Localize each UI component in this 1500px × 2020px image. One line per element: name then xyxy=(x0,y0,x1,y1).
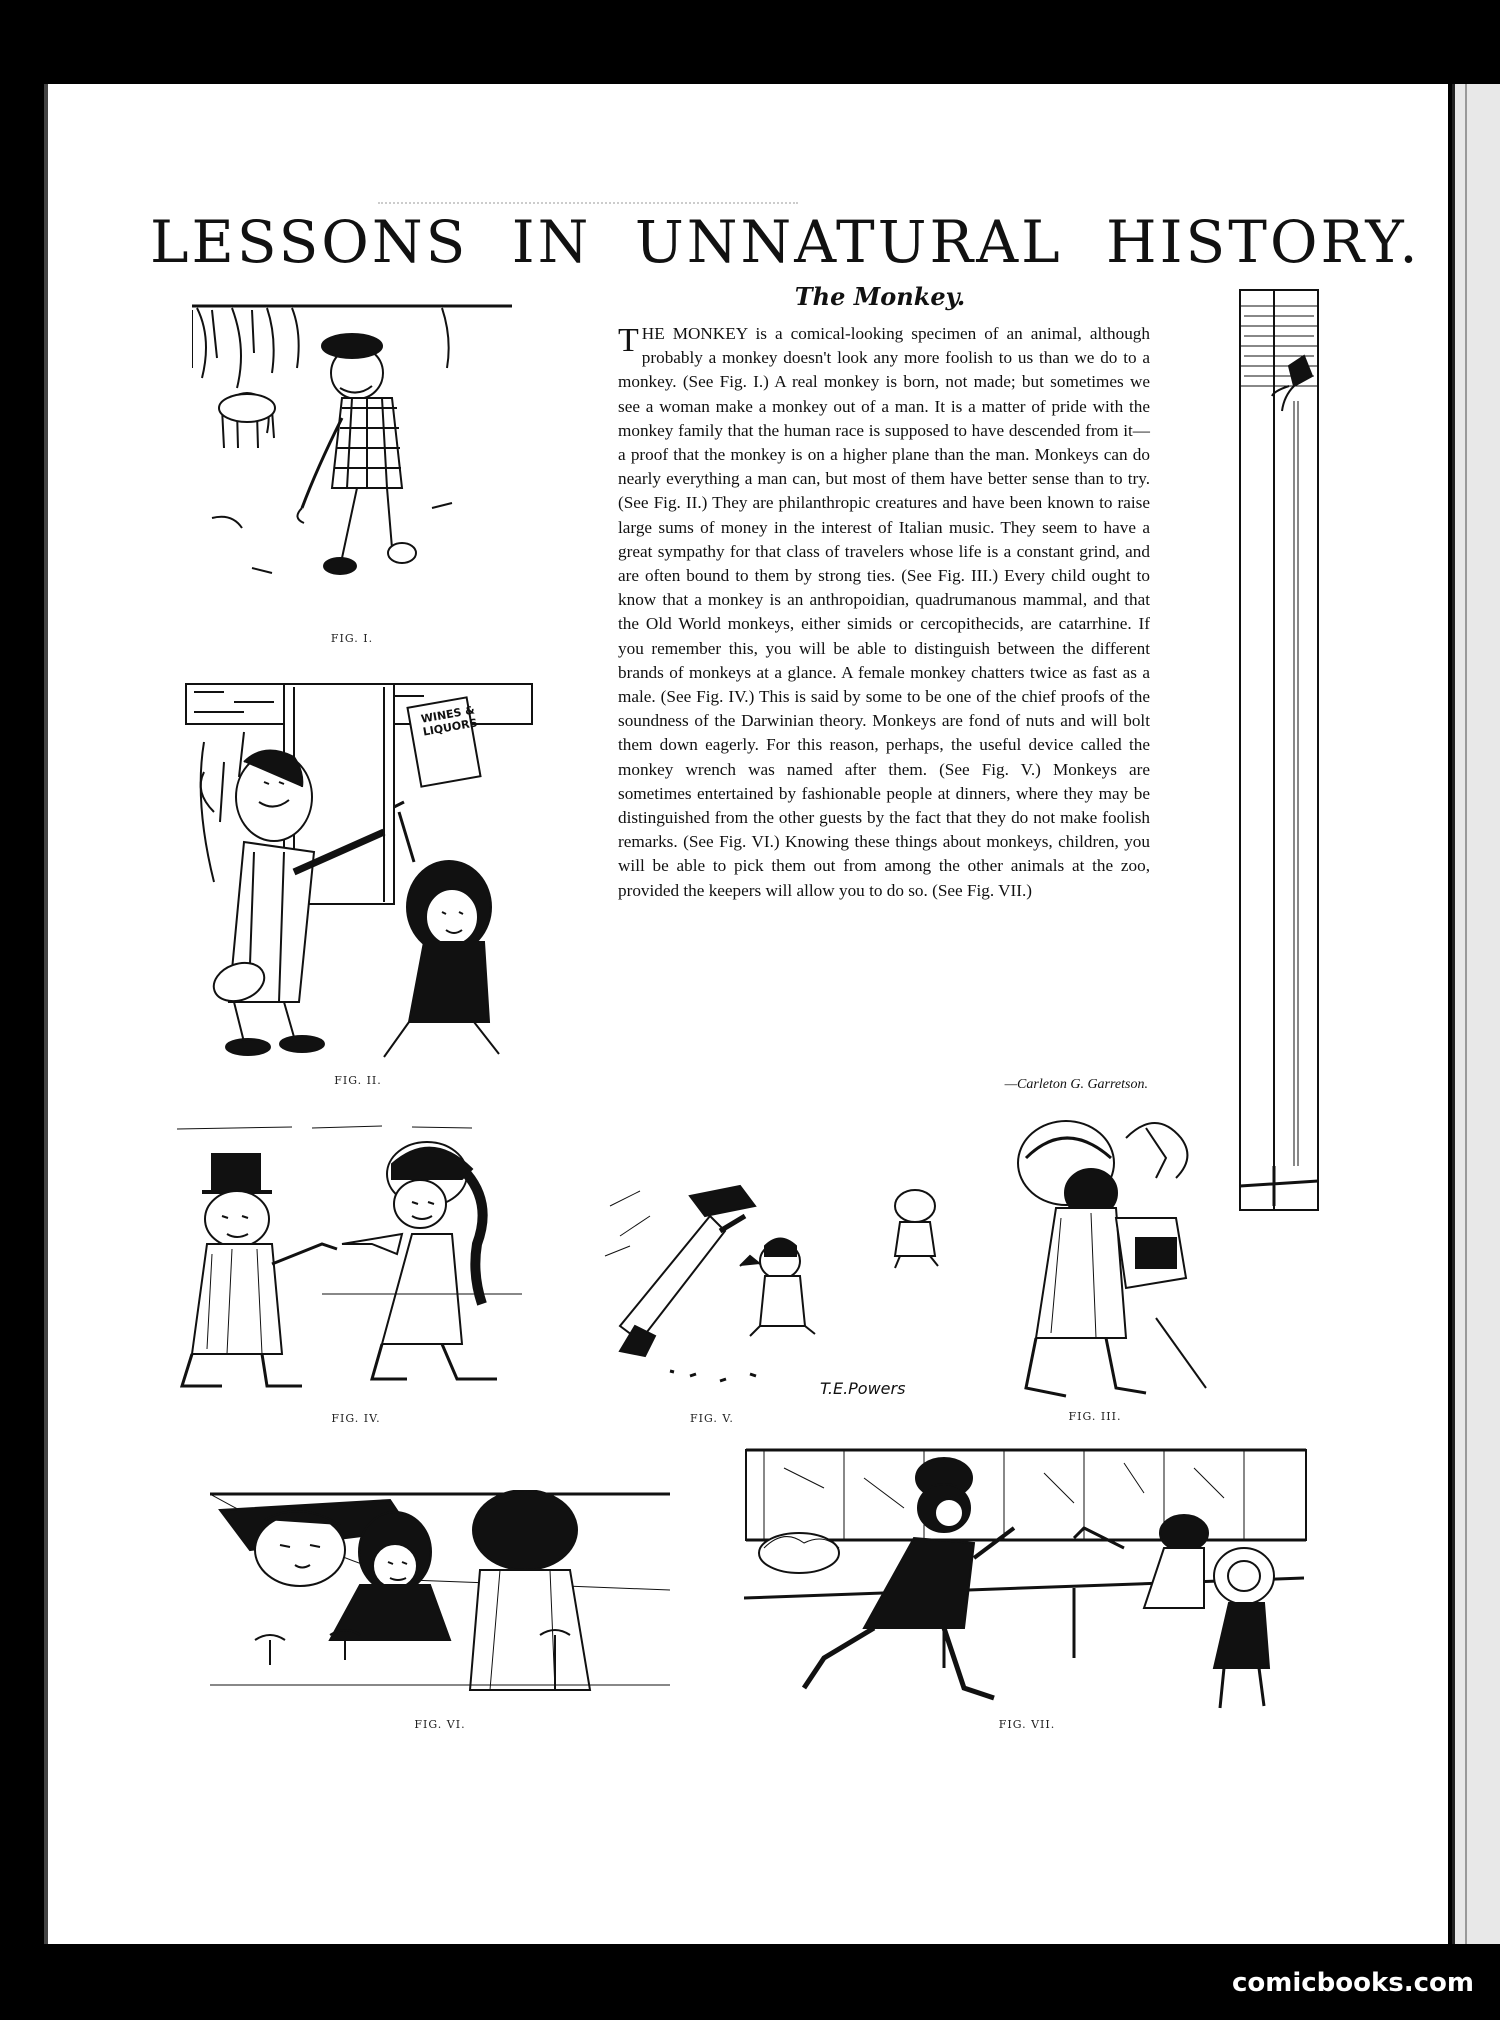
page-title: LESSONS IN UNNATURAL HISTORY. xyxy=(150,208,1421,276)
fig2-illustration xyxy=(184,682,534,1062)
article-text: HE MONKEY is a comical-looking specimen of an animal, although probably a monkey doesn't look any more foolish to us than we do to a monkey. (See Fig. I.) A real monkey is born, not made; but sometimes we see a woman make a monkey out of a man. It is a matter of pride with the monkey family that the human race is supposed to have descended from it—a proof that the monkey is on a higher plane than the man. Monkeys can do nearly everything a man can, but most of them have better sense than to try. (See Fig. II.) They are philanthropic creatures and have been known to raise large sums of money in the interest of Italian music. They seem to have a great sympathy for that class of travelers whose life is a constant grind, and are often bound to them by strong ties. (See Fig. III.) Every child ought to know that a monkey is an anthropoidian, quadrumanous mammal, and that the Old World monkeys, either simids or cercopithecids, are catarrhine. If you remember this, you will be able to distinguish between the different brands of monkeys at a glance. A female monkey chatters twice as fast as a male. (See Fig. IV.) This is said by some to be one of the chief proofs of the soundness of the Darwinian theory. Monkeys are fond of nuts and will bolt them down eagerly. For this reason, perhaps, the useful device called the monkey wrench was named after them. (See Fig. V.) Monkeys are sometimes entertained by fashionable people at dinners, where they may be distinguished from the other guests by the fact that they do not make foolish remarks. (See Fig. VI.) Knowing these things about monkeys, children, you will be able to pick them out from among the other animals at the zoo, provided the keepers will allow you to do so. (See Fig. VII.) xyxy=(618,324,1150,900)
building-rope-illustration xyxy=(1234,286,1324,1216)
fig4-caption: FIG. IV. xyxy=(331,1412,381,1425)
fig6-caption: FIG. VI. xyxy=(414,1718,466,1731)
fig1-illustration xyxy=(192,298,512,608)
fig7-illustration xyxy=(744,1448,1308,1718)
fig1-caption: FIG. I. xyxy=(330,632,374,645)
fig5-illustration xyxy=(600,1176,990,1406)
article-body xyxy=(618,322,1150,903)
next-page-edge xyxy=(1452,84,1500,1944)
liquor-sign: WINES & LIQUORS xyxy=(419,703,479,739)
fig5-caption: FIG. V. xyxy=(690,1412,734,1425)
fig3-caption: FIG. III. xyxy=(1068,1410,1122,1423)
fig7-caption: FIG. VII. xyxy=(998,1718,1056,1731)
site-watermark: comicbooks.com xyxy=(1231,1968,1474,1998)
artist-signature: T.E.Powers xyxy=(820,1379,906,1398)
fig3-illustration xyxy=(1006,1118,1216,1408)
fig6-illustration xyxy=(210,1490,670,1700)
drop-cap: T xyxy=(618,322,639,359)
byline: —Carleton G. Garretson. xyxy=(1004,1077,1148,1092)
fig2-caption: FIG. II. xyxy=(334,1074,382,1087)
fig4-illustration xyxy=(172,1124,552,1394)
article-subtitle: The Monkey. xyxy=(794,282,966,311)
